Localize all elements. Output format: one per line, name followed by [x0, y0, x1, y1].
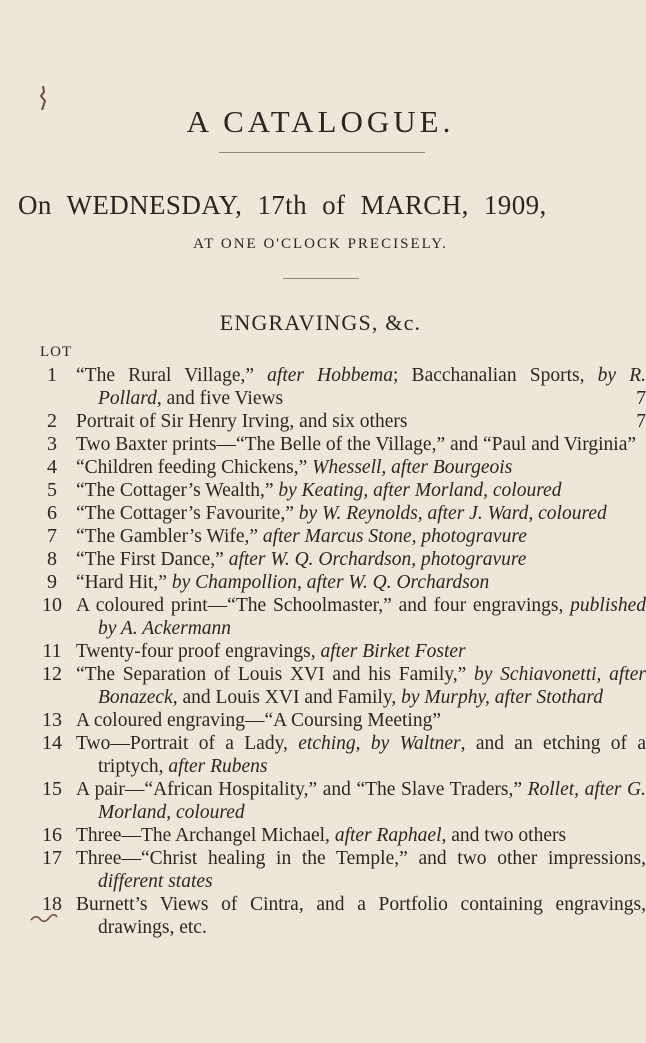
- lot-description-italic: after Rubens: [168, 756, 268, 777]
- lot-description-text: , and five Views: [156, 388, 284, 409]
- lot-number: 11: [42, 640, 62, 662]
- lot-number: 16: [42, 824, 62, 846]
- lot-description: [76, 410, 646, 433]
- lot-description-italic: after Raphael: [334, 825, 442, 846]
- lot-entry: [0, 548, 641, 571]
- lot-description-text: Three—The Archangel Michael,: [76, 825, 335, 846]
- lot-description-text: , and two others: [441, 825, 567, 846]
- sale-date: On WEDNESDAY, 17th of MARCH, 1909,: [18, 190, 547, 220]
- lot-description-text: , and an etching of a triptych,: [98, 733, 646, 777]
- lot-entry: [0, 778, 646, 824]
- title-divider: [219, 152, 425, 153]
- lot-number: 8: [47, 548, 57, 570]
- lot-number: 13: [42, 709, 62, 731]
- lot-description-text: Two—Portrait of a Lady,: [76, 733, 299, 754]
- lot-description: [76, 502, 646, 525]
- lot-description: [76, 778, 646, 824]
- lot-description-text: A pair—“African Hospitality,” and “The Slave Traders,”: [76, 779, 528, 800]
- lot-description: [76, 893, 646, 939]
- lot-number: 9: [47, 571, 57, 593]
- lot-number: 12: [42, 663, 62, 685]
- lot-entry: [0, 732, 646, 778]
- lot-entry: [0, 479, 641, 502]
- lot-description-italic: by Murphy, after Stothard: [401, 687, 603, 708]
- lot-number: 2: [47, 410, 57, 432]
- lot-description: [76, 824, 646, 847]
- lot-entry: [0, 824, 641, 847]
- lot-description-italic: Whessell, after Bourgeois: [312, 457, 513, 478]
- lot-description: [76, 548, 646, 571]
- lot-description-text: Two Baxter prints—“The Belle of the Village,” and “Paul and Virginia”: [76, 434, 637, 455]
- lot-description-italic: by Schiavonetti, after Bonazeck: [98, 664, 646, 708]
- lot-description-text: Burnett’s Views of Cintra, and a Portfolio containing engravings, drawings, etc.: [76, 894, 646, 938]
- lot-description: [76, 456, 646, 479]
- lot-description-italic: different states: [98, 871, 213, 892]
- lot-entry: [0, 410, 646, 433]
- lot-entry: [0, 433, 641, 456]
- lot-number: 1: [47, 364, 57, 386]
- lot-description-text: “Hard Hit,”: [76, 572, 172, 593]
- lot-entry: [0, 502, 641, 525]
- lot-description-italic: by Keating, after Morland, coloured: [278, 480, 562, 501]
- lot-number: 14: [42, 732, 62, 754]
- lot-description-italic: after Marcus Stone, photogravure: [262, 526, 527, 547]
- lot-description: [76, 525, 646, 548]
- lot-number: 15: [42, 778, 62, 800]
- lot-description: [76, 571, 646, 594]
- lot-description-text: A coloured print—“The Schoolmaster,” and four engravings,: [76, 595, 571, 616]
- lot-description-text: “The Rural Village,”: [76, 365, 268, 386]
- lot-description-text: “The Separation of Louis XVI and his Family,”: [76, 664, 475, 685]
- lot-number: 6: [47, 502, 57, 524]
- lot-description-text: “Children feeding Chickens,”: [76, 457, 313, 478]
- lot-description-text: Portrait of Sir Henry Irving, and six others: [76, 411, 408, 432]
- lot-entry: [0, 709, 641, 732]
- lot-description-text: “The Cottager’s Wealth,”: [76, 480, 279, 501]
- lot-description-italic: by R. Pollard: [98, 365, 646, 409]
- time-divider: [283, 278, 359, 279]
- lot-description: [76, 594, 646, 640]
- lot-description: [76, 847, 646, 893]
- lot-description: [76, 663, 646, 709]
- sale-time: AT ONE O'CLOCK PRECISELY.: [193, 236, 448, 252]
- lot-number: 17: [42, 847, 62, 869]
- catalogue-title: A CATALOGUE.: [186, 104, 455, 139]
- lot-entry: [0, 594, 646, 640]
- lot-description-italic: after Hobbema: [267, 365, 393, 386]
- lot-number: 18: [42, 893, 62, 915]
- lot-number: 3: [47, 433, 57, 455]
- lot-entry: [0, 663, 646, 709]
- lot-description-text: “The First Dance,”: [76, 549, 229, 570]
- lot-quantity: 7: [636, 388, 646, 409]
- section-heading: ENGRAVINGS, &c.: [219, 310, 422, 335]
- lot-entry: [0, 364, 646, 410]
- lot-description-text: , and Louis XVI and Family,: [172, 687, 402, 708]
- lot-entry: [0, 525, 641, 548]
- lot-number: 10: [42, 594, 62, 616]
- lot-description: [76, 364, 646, 410]
- lot-description: [76, 433, 646, 456]
- lot-description-text: A coloured engraving—“A Coursing Meeting”: [76, 710, 442, 731]
- lot-entry: [0, 893, 646, 939]
- lot-entry: [0, 571, 641, 594]
- lot-entry: [0, 456, 641, 479]
- lot-description-italic: Rollet, after G. Morland, coloured: [98, 779, 646, 823]
- lot-description-text: Twenty-four proof engravings,: [76, 641, 321, 662]
- lot-description-text: ; Bacchanalian Sports,: [392, 365, 598, 386]
- lot-column-heading: LOT: [40, 344, 73, 360]
- lot-list: [0, 364, 646, 939]
- lot-number: 4: [47, 456, 57, 478]
- lot-description: [76, 479, 646, 502]
- lot-description-text: Three—“Christ healing in the Temple,” and two other impressions,: [76, 848, 646, 869]
- lot-description-italic: by Champollion, after W. Q. Orchardson: [171, 572, 490, 593]
- lot-entry: [0, 847, 646, 893]
- lot-quantity: 7: [636, 411, 646, 432]
- lot-description-italic: by W. Reynolds, after J. Ward, coloured: [298, 503, 607, 524]
- lot-description-italic: published by A. Ackermann: [98, 595, 646, 639]
- lot-description: [76, 640, 646, 663]
- lot-description-italic: etching, by Waltner: [298, 733, 461, 754]
- lot-description-italic: after W. Q. Orchardson, photogravure: [228, 549, 527, 570]
- lot-description-text: “The Gambler’s Wife,”: [76, 526, 263, 547]
- lot-number: 7: [47, 525, 57, 547]
- lot-description: [76, 709, 646, 732]
- lot-description-italic: after Birket Foster: [320, 641, 466, 662]
- lot-description-text: “The Cottager’s Favourite,”: [76, 503, 299, 524]
- lot-number: 5: [47, 479, 57, 501]
- lot-entry: [0, 640, 641, 663]
- lot-description: [76, 732, 646, 778]
